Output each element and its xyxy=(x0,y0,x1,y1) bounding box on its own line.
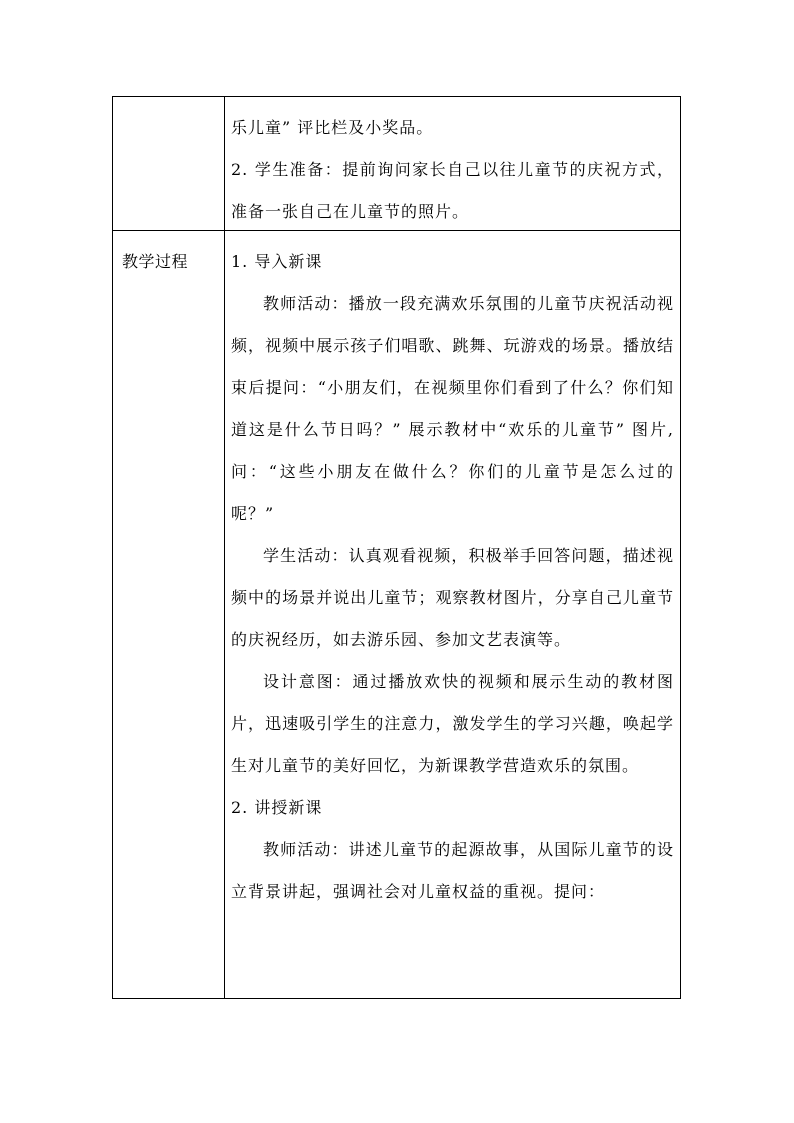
teacher-activity-paragraph: 教师活动：播放一段充满欢乐氛围的儿童节庆祝活动视频，视频中展示孩子们唱歌、跳舞、玩游戏的场景。播放结束后提问：“小朋友们，在视频里你们看到了什么？你们知道这是什么节日吗？” 展示教材中“欢乐的儿童节” 图片,问：“这些小朋友在做什么？你们的儿童节是怎么过的呢？” xyxy=(231,294,674,523)
section-heading-new-lesson: 2. 讲授新课 xyxy=(231,798,323,817)
section-heading-intro: 1. 导入新课 xyxy=(231,252,323,271)
materials-line: 乐儿童” 评比栏及小奖品。 xyxy=(231,118,434,137)
student-preparation: 2. 学生准备：提前询问家长自己以往儿童节的庆祝方式，准备一张自己在儿童节的照片。 xyxy=(231,160,674,221)
row-label-cell xyxy=(113,231,225,999)
table-row xyxy=(113,97,681,231)
table-row xyxy=(113,231,681,999)
row-label xyxy=(113,97,224,107)
student-activity-paragraph: 学生活动：认真观看视频，积极举手回答问题，描述视频中的场景并说出儿童节；观察教材图片，分享自己儿童节的庆祝经历，如去游乐园、参加文艺表演等。 xyxy=(231,546,674,649)
lesson-plan-table xyxy=(112,96,681,999)
teacher-activity-paragraph-2: 教师活动：讲述儿童节的起源故事，从国际儿童节的设立背景讲起，强调社会对儿童权益的重视。提问： xyxy=(231,840,674,901)
row-label-cell xyxy=(113,97,225,231)
row-content-cell xyxy=(225,231,681,999)
row-content-cell xyxy=(225,97,681,231)
design-intent-paragraph: 设计意图：通过播放欢快的视频和展示生动的教材图片，迅速吸引学生的注意力，激发学生的学习兴趣，唤起学生对儿童节的美好回忆，为新课教学营造欢乐的氛围。 xyxy=(231,672,674,775)
row-label-teaching-process: 教学过程 xyxy=(122,252,189,271)
